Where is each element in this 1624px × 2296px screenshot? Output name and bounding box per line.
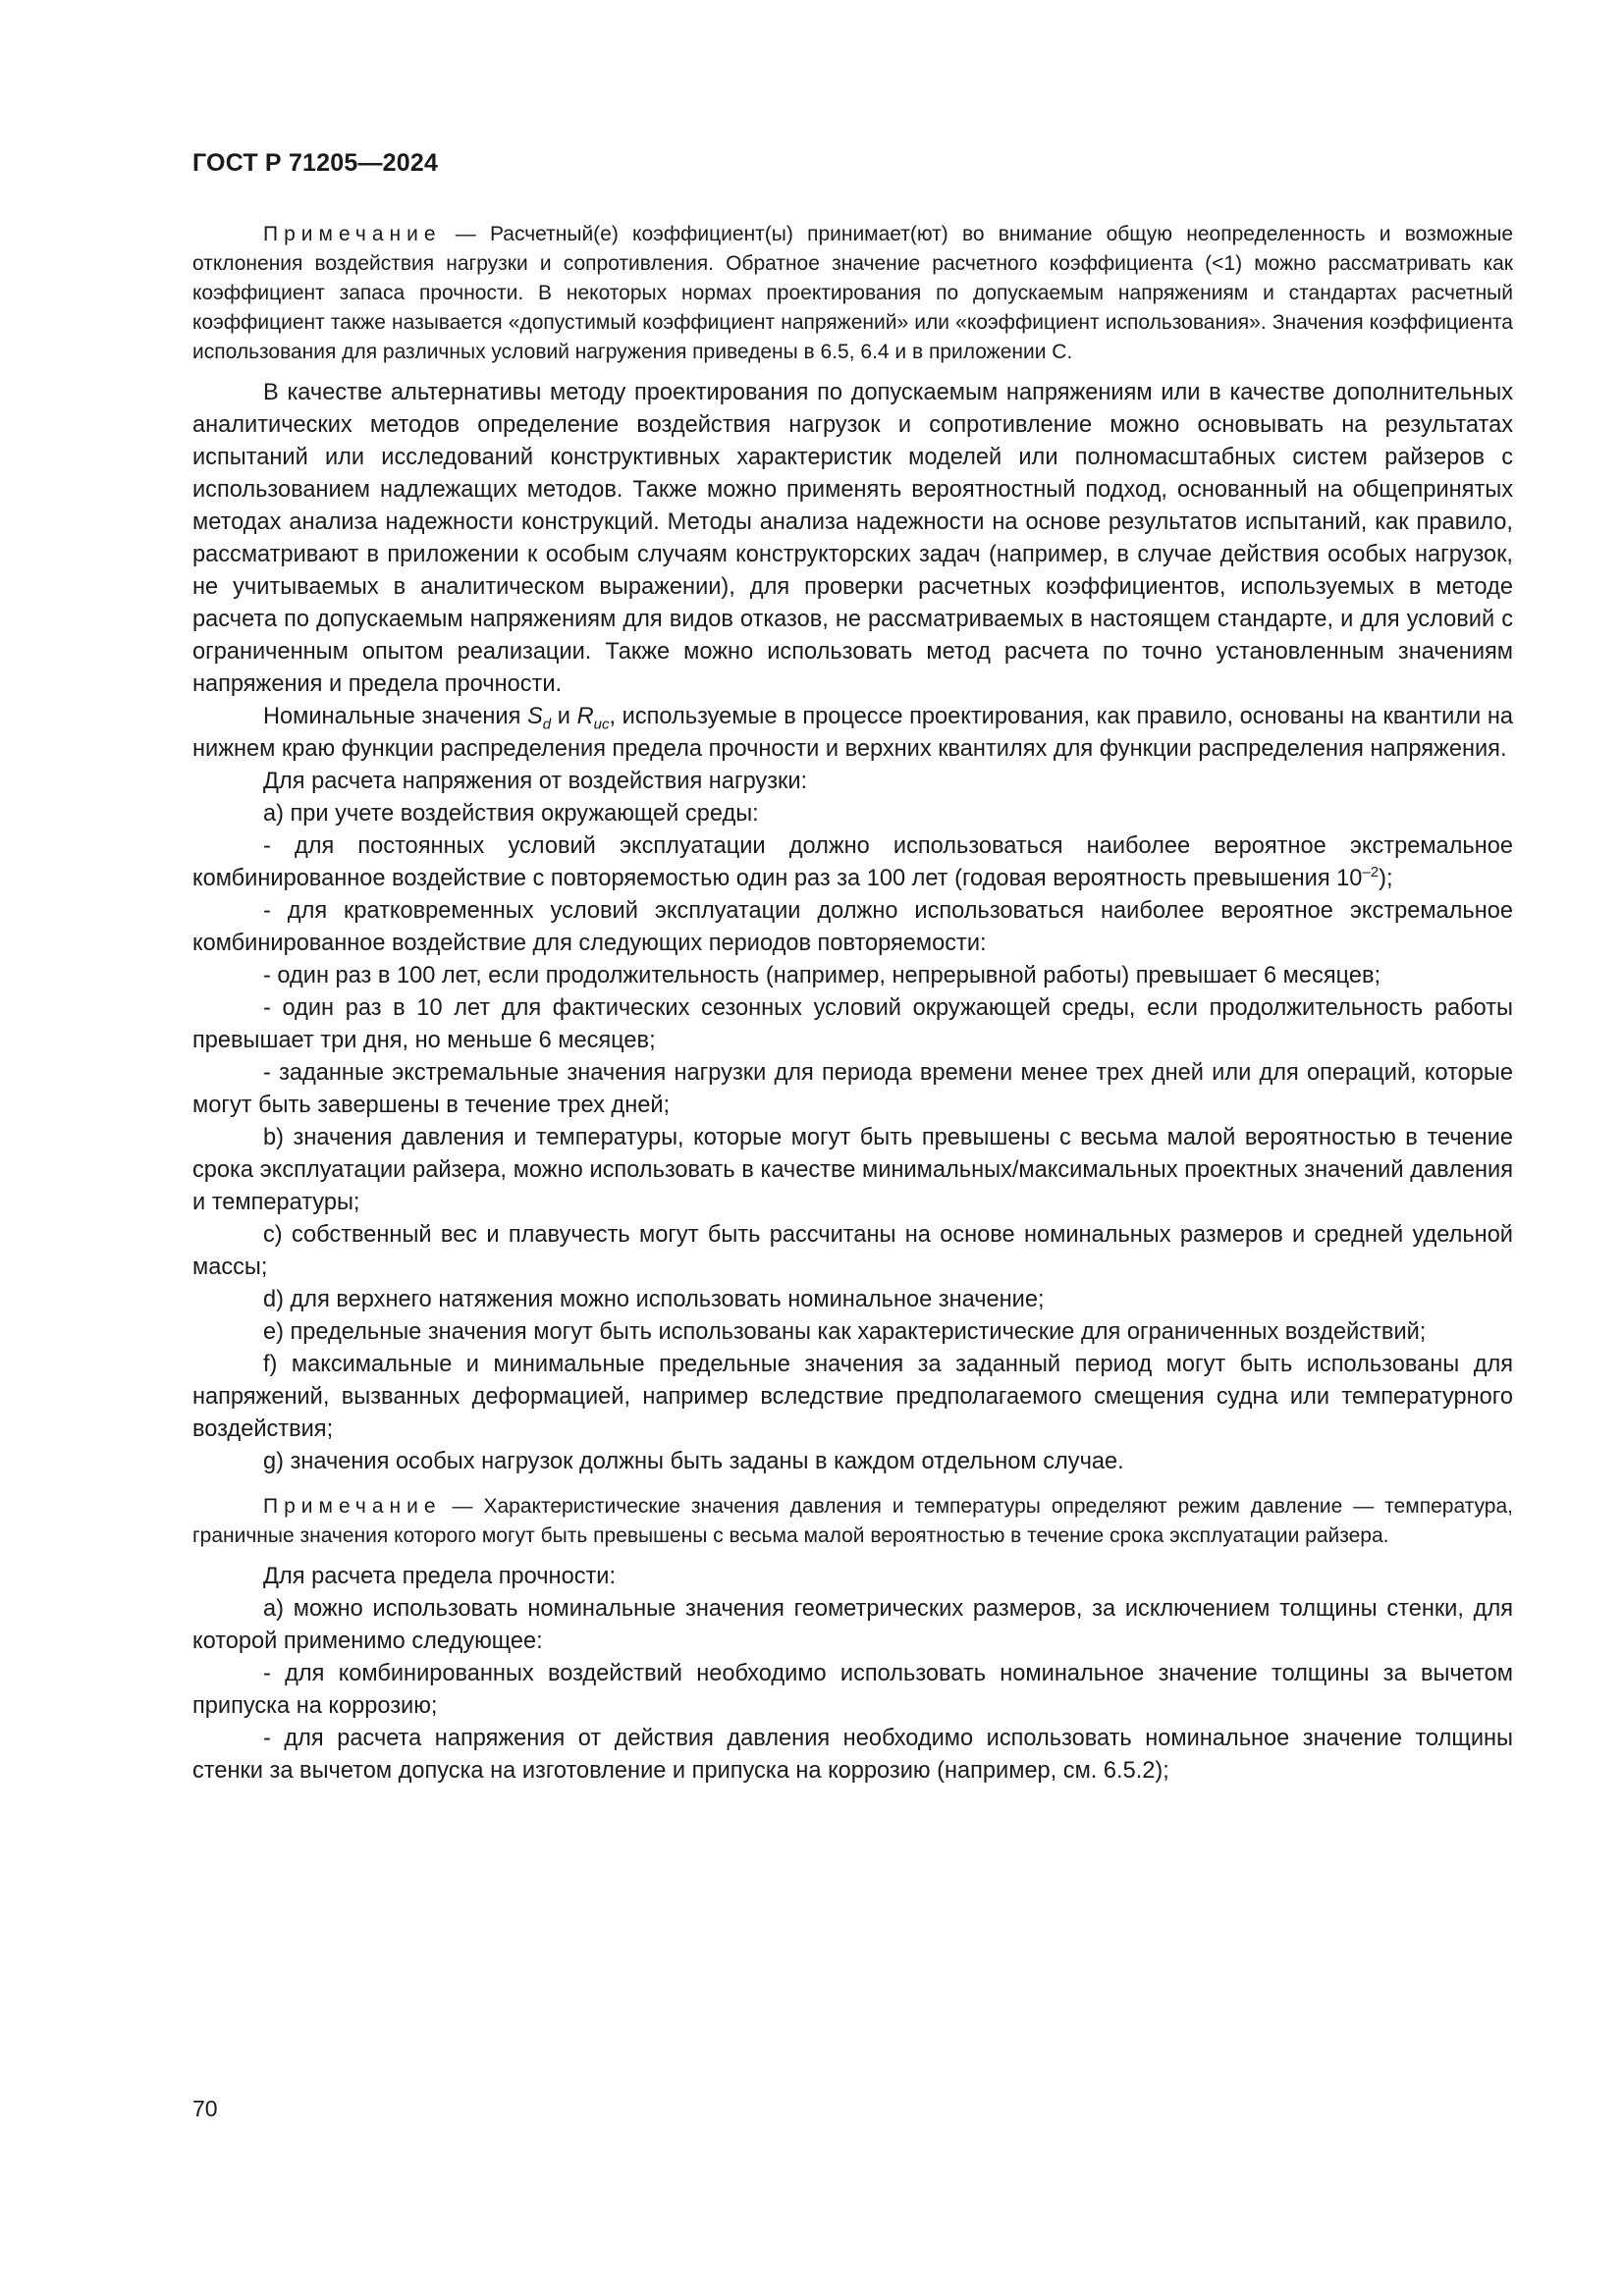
- strength-subitem: - для комбинированных воздействий необходимо использовать номинальное значение толщины за вычетом припуска на коррозию;: [192, 1661, 1513, 1719]
- note-text: — Расчетный(е) коэффициент(ы) принимает(ют) во внимание общую неопределенность и возможные отклонения воздействия нагрузки и сопротивления. Обратное значение расчетного коэффициента (<1) можно рассматривать как коэффициент запаса прочности. В некоторых нормах проектирования по допускаемым напряжениям и стандартах расчетный коэффициент также называется «допустимый коэффициент напряжений» или «коэффициент использования». Значения коэффициента использования для различных условий нагружения приведены в 6.5, 6.4 и в приложении С.: [192, 223, 1513, 363]
- strength-intro: Для расчета предела прочности:: [263, 1564, 617, 1589]
- note-text: — Характеристические значения давления и температуры определяют режим давление — температура, граничные значения которого могут быть превышены с весьма малой вероятностью в течение срока эксплуатации райзера.: [192, 1495, 1513, 1547]
- note-paragraph: [192, 220, 1513, 367]
- load-item-a: а) при учете воздействия окружающей среды:: [263, 801, 759, 827]
- note-label: Примечание: [263, 223, 442, 245]
- symbol-r: R: [576, 704, 594, 729]
- load-item-b: b) значения давления и температуры, которые могут быть превышены с весьма малой вероятностью в течение срока эксплуатации райзера, можно использовать в качестве минимальных/максимальных проектных значений давления и температуры;: [192, 1125, 1513, 1215]
- load-item-g: g) значения особых нагрузок должны быть заданы в каждом отдельном случае.: [263, 1449, 1124, 1474]
- page-number: 70: [192, 2096, 218, 2121]
- symbol-s-subscript: d: [542, 716, 552, 733]
- paragraph-alternative-methods: В качестве альтернативы методу проектирования по допускаемым напряжениям или в качестве дополнительных аналитических методов определение воздействия нагрузок и сопротивление можно основывать на результатах испытаний или исследований конструктивных характеристик моделей или полномасштабных систем райзеров с использованием надлежащих методов. Также можно применять вероятностный подход, основанный на общепринятых методах анализа надежности конструкций. Методы анализа надежности на основе результатов испытаний, как правило, рассматривают в приложении к особым случаям конструкторских задач (например, в случае действия особых нагрузок, не учитываемых в аналитическом выражении), для проверки расчетных коэффициентов, используемых в методе расчета по допускаемым напряжениям для видов отказов, не рассматриваемых в настоящем стандарте, и для условий с ограниченным опытом реализации. Также можно использовать метод расчета по точно установленным значениям напряжения и предела прочности.: [192, 380, 1513, 697]
- load-item-e: e) предельные значения могут быть использованы как характеристические для ограниченных воздействий;: [263, 1319, 1427, 1345]
- load-subitem: - для кратковременных условий эксплуатации должно использоваться наиболее вероятное экстремальное комбинированное воздействие для следующих периодов повторяемости:: [192, 898, 1513, 956]
- note-paragraph: [192, 1492, 1513, 1551]
- document-header: ГОСТ Р 71205—2024: [192, 149, 439, 177]
- symbol-s: S: [527, 704, 543, 729]
- load-item-d: d) для верхнего натяжения можно использовать номинальное значение;: [263, 1287, 1045, 1312]
- load-subitem: - один раз в 10 лет для фактических сезонных условий окружающей среды, если продолжительность работы превышает три дня, но меньше 6 месяцев;: [192, 995, 1513, 1053]
- load-subitem: - для постоянных условий эксплуатации должно использоваться наиболее вероятное экстремальное комбинированное воздействие с повторяемостью один раз за 100 лет (годовая вероятность превышения $10^{-2}$);: [192, 833, 1513, 891]
- strength-subitem: - для расчета напряжения от действия давления необходимо использовать номинальное значение толщины стенки за вычетом допуска на изготовление и припуска на коррозию (например, см. 6.5.2);: [192, 1726, 1513, 1784]
- load-intro: Для расчета напряжения от воздействия нагрузки:: [263, 769, 808, 794]
- exponent: –2: [1362, 864, 1380, 881]
- symbol-r-subscript: uc: [593, 716, 610, 733]
- paragraph-nominal-values: Номинальные значения $S_d$ и $R_{uc}$, используемые в процессе проектирования, как правило, основаны на квантили на нижнем краю функции распределения предела прочности и верхних квантилях для функции распределения напряжения.: [192, 704, 1514, 762]
- strength-item-a: а) можно использовать номинальные значения геометрических размеров, за исключением толщины стенки, для которой применимо следующее:: [192, 1596, 1513, 1654]
- page-content: [192, 220, 1513, 1788]
- load-subitem: - заданные экстремальные значения нагрузки для периода времени менее трех дней или для операций, которые могут быть завершены в течение трех дней;: [192, 1060, 1513, 1118]
- note-label: Примечание: [263, 1495, 442, 1518]
- load-item-c: c) собственный вес и плавучесть могут быть рассчитаны на основе номинальных размеров и средней удельной массы;: [192, 1222, 1513, 1280]
- load-subitem: - один раз в 100 лет, если продолжительность (например, непрерывной работы) превышает 6 месяцев;: [263, 963, 1381, 988]
- load-item-f: f) максимальные и минимальные предельные значения за заданный период могут быть использованы для напряжений, вызванных деформацией, например вследствие предполагаемого смещения судна или температурного воздействия;: [192, 1352, 1513, 1442]
